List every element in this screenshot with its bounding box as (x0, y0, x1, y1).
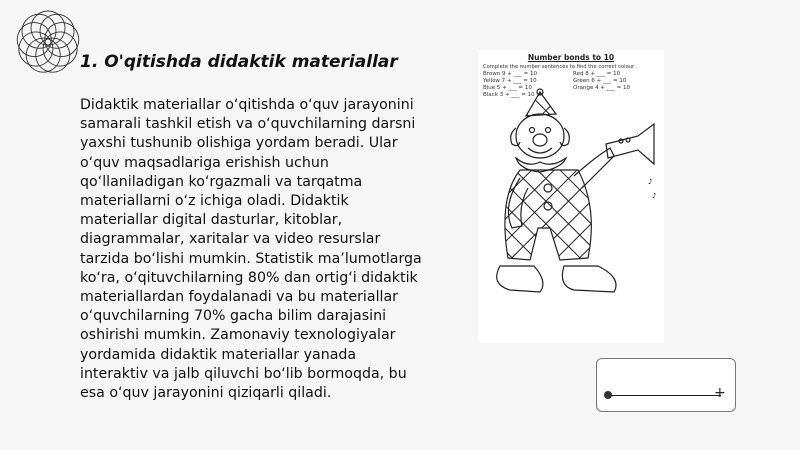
worksheet-title: Number bonds to 10 (527, 53, 615, 62)
seek-track[interactable] (609, 395, 721, 396)
plus-icon[interactable]: + (714, 385, 726, 401)
svg-text:♪: ♪ (652, 192, 657, 200)
worksheet-instructions: Complete the number sentences to find the correct colour (483, 64, 635, 70)
worksheet-image (478, 50, 664, 343)
slide-body-text: Didaktik materiallar o‘qitishda o‘quv jarayonini samarali tashkil etish va o‘quvchilarning darsni yaxshi tushunib olishiga yordam beradi. Ular o‘quv maqsadlariga erishish uchun qo‘llaniladigan ko‘rgazmali va tarqatma materiallarni o‘z ichiga oladi. Didaktik materiallar digital dasturlar, kitoblar, diagrammalar, xaritalar va video resurslar tarzida bo‘lishi mumkin. Statistik ma’lumotlarga ko‘ra, o‘qituvchilarning 80% dan ortig‘i didaktik materiallardan foydalanadi va bu materiallar o‘quvchilarning 70% gacha bilim darajasini oshirishi mumkin. Zamonaviy texnologiyalar yordamida didaktik materiallar yanada interaktiv va jalb qiluvchi bo‘lib bormoqda, bu esa o‘quv jarayonini qiziqarli qiladi. (80, 97, 422, 402)
svg-text:♪: ♪ (648, 178, 653, 186)
clown-coloring-illustration-icon (478, 88, 664, 343)
worksheet-equation: Brown 9 + ___ = 10 (483, 71, 537, 77)
worksheet-equation: Orange 4 + ___ = 10 (573, 85, 631, 91)
worksheet-equation: Green 6 + ___ = 10 (573, 78, 627, 84)
audio-player (596, 358, 736, 412)
playhead-icon[interactable] (604, 391, 612, 399)
worksheet-equation: Red 8 + ___ = 10 (573, 71, 621, 77)
decorative-circle-logo-icon (6, 4, 90, 80)
slide-title: 1. O'qitishda didaktik materiallar (80, 52, 398, 72)
worksheet-equation: Blue 5 + ___ = 10 (483, 85, 532, 91)
worksheet-equation: Black 3 + ___ = 10 (483, 92, 535, 98)
worksheet-equation: Yellow 7 + ___ = 10 (483, 78, 537, 84)
